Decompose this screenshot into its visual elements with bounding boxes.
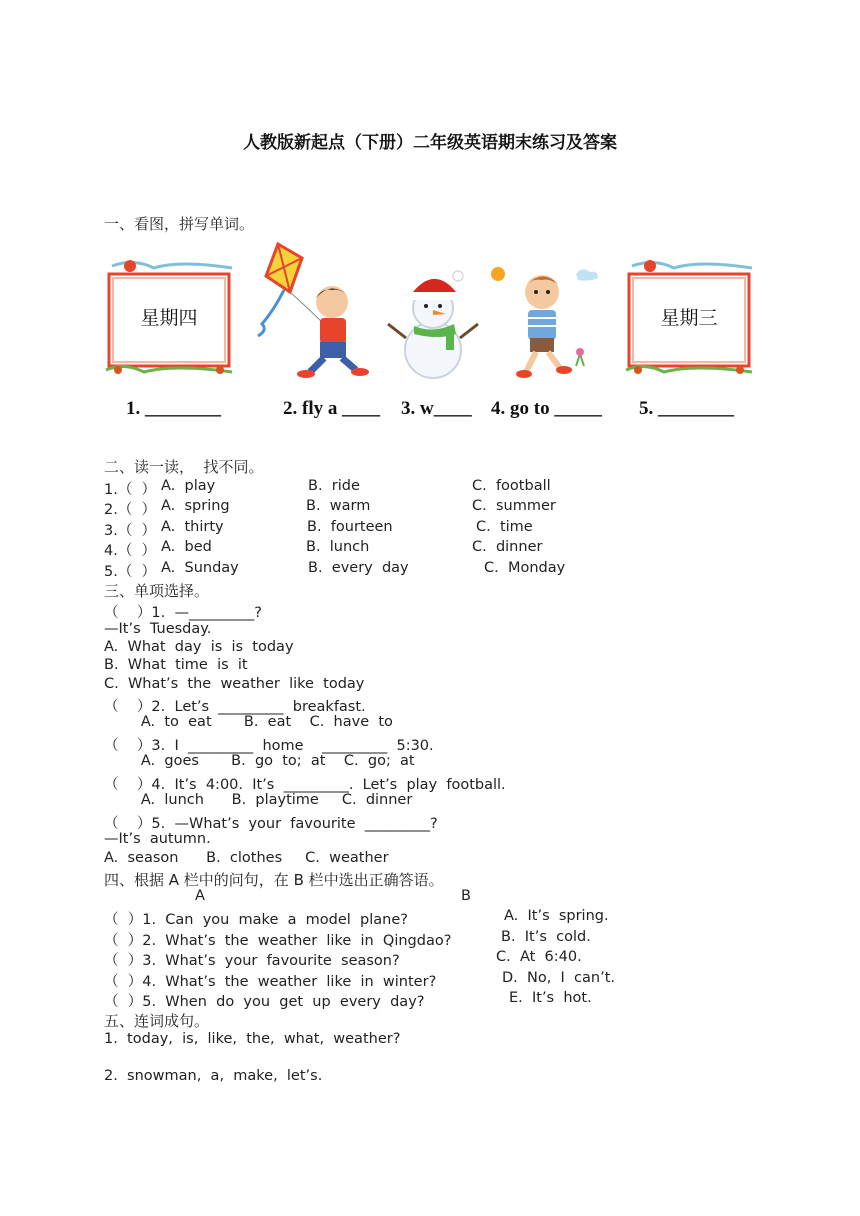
caption-1: 1. ________ [126, 398, 221, 419]
list-item: A. season B. clothes C. weather [104, 850, 389, 866]
answer-item: D. No, I can’t. [502, 970, 615, 986]
page-title: 人教版新起点（下册）二年级英语期末练习及答案 [243, 133, 617, 153]
list-item: 2. snowman, a, make, let’s. [104, 1068, 323, 1084]
answer-item: A. It’s spring. [504, 908, 609, 924]
section-3-heading: 三、单项选择。 [104, 582, 210, 600]
list-item: （ ）3. What’s your favourite season? [104, 953, 400, 969]
caption-4: 4. go to _____ [491, 398, 602, 419]
list-item: （ ）1. Can you make a model plane? [104, 912, 408, 928]
list-item: A. goes B. go to; at C. go; at [104, 753, 415, 769]
list-item: B. What time is it [104, 657, 248, 673]
caption-3: 3. w____ [401, 398, 472, 419]
board-2-text: 星期三 [660, 307, 718, 329]
list-item: A. lunch B. playtime C. dinner [104, 792, 413, 808]
list-item: —It’s Tuesday. [104, 621, 212, 637]
column-a-label: A [195, 888, 205, 904]
section-1-heading: 一、看图，拼写单词。 [104, 215, 255, 233]
board-1-text: 星期四 [140, 307, 198, 329]
list-item: （ ）2. Let’s _________ breakfast. [104, 699, 366, 715]
list-item: 1. today, is, like, the, what, weather? [104, 1031, 401, 1047]
answer-item: B. It’s cold. [501, 929, 591, 945]
list-item: A. to eat B. eat C. have to [104, 714, 393, 730]
answer-item: E. It’s hot. [509, 990, 592, 1006]
list-item: （ ）4. What’s the weather like in winter? [104, 974, 437, 990]
list-item: A. What day is is today [104, 639, 294, 655]
list-item: （ ）5. When do you get up every day? [104, 994, 425, 1010]
column-b-label: B [461, 888, 471, 904]
list-item: C. What’s the weather like today [104, 676, 365, 692]
section-2-heading: 二、读一读， 找不同。 [104, 458, 264, 476]
section-4-heading: 四、根据 A 栏中的问句，在 B 栏中选出正确答语。 [104, 871, 444, 889]
list-item: （ ）3. I _________ home _________ 5:30. [104, 738, 434, 754]
caption-5: 5. ________ [639, 398, 734, 419]
list-item: （ ）4. It’s 4:00. It’s _________. Let’s play football. [104, 777, 506, 793]
answer-item: C. At 6:40. [496, 949, 582, 965]
caption-2: 2. fly a ____ [283, 398, 381, 419]
list-item: （ ）5. —What’s your favourite _________? [104, 816, 438, 832]
list-item: —It’s autumn. [104, 831, 211, 847]
section-5-heading: 五、连词成句。 [104, 1012, 210, 1030]
list-item: （ ）1. —_________? [104, 605, 262, 621]
list-item: （ ）2. What’s the weather like in Qingdao? [104, 933, 452, 949]
